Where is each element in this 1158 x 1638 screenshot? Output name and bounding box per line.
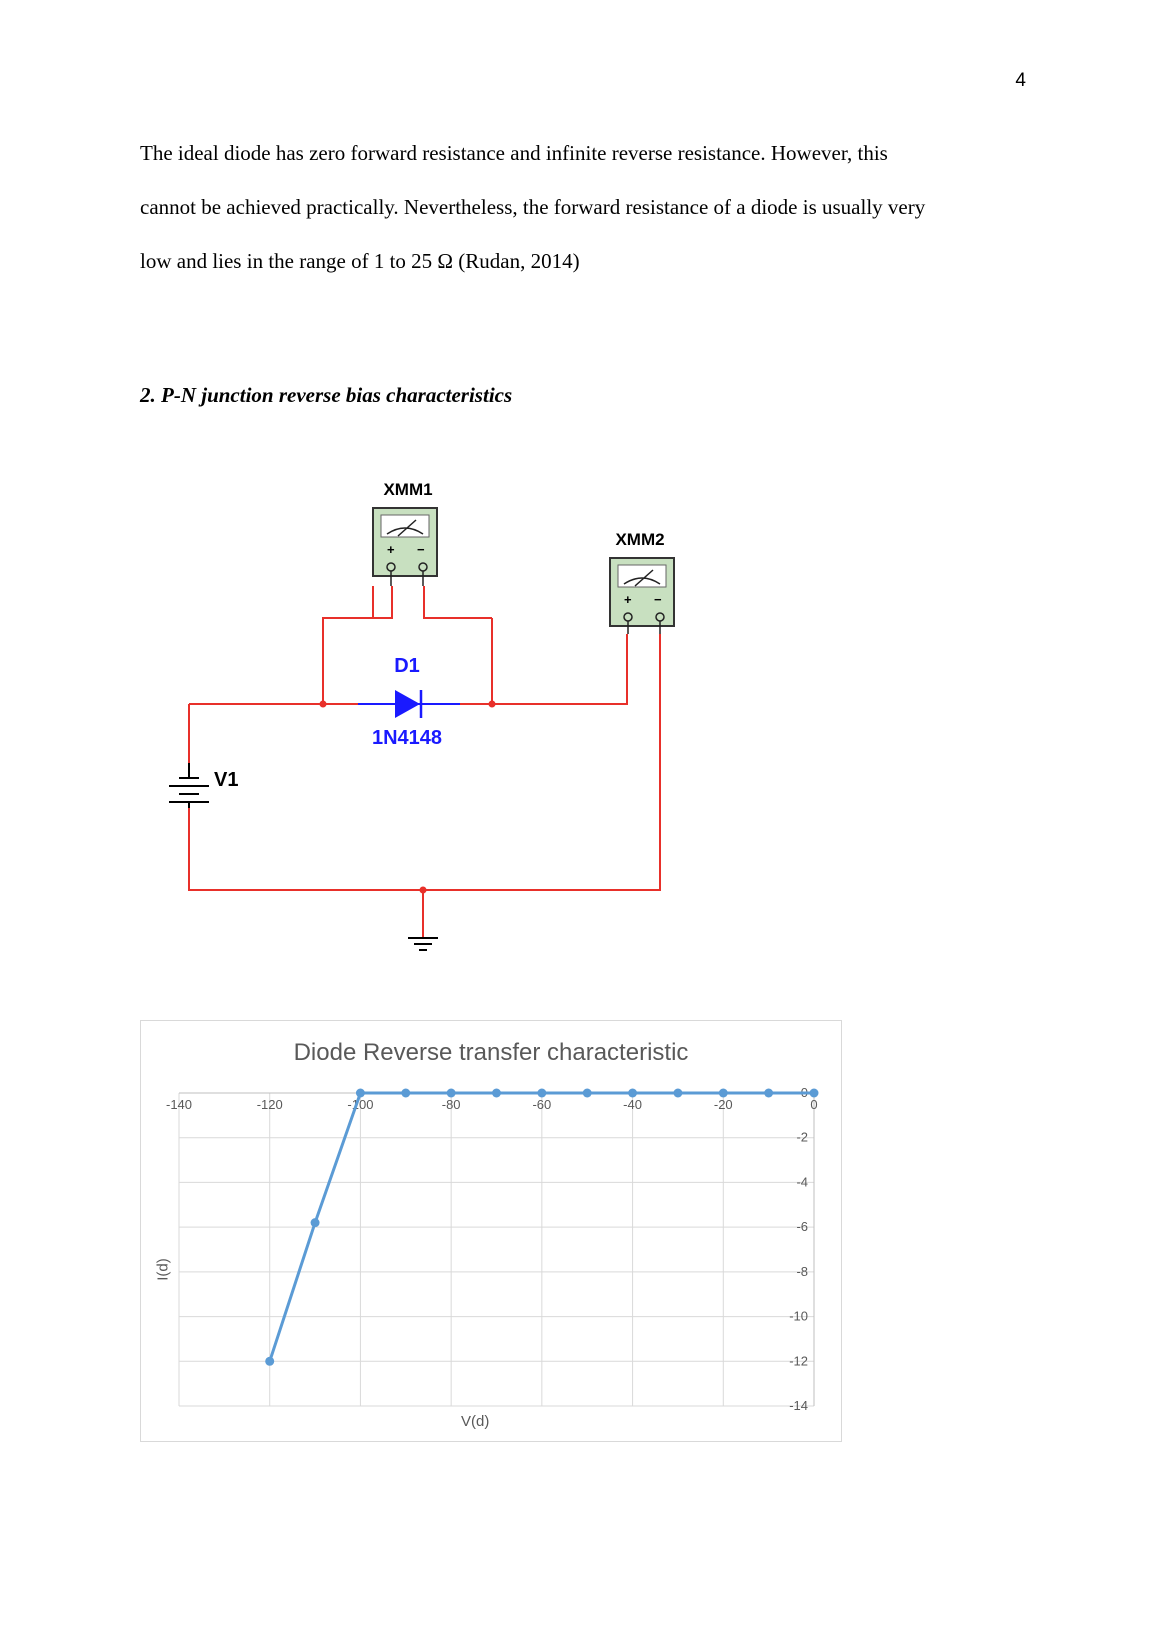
svg-text:−: − bbox=[417, 542, 425, 557]
svg-text:−: − bbox=[654, 592, 662, 607]
junction-dot bbox=[489, 701, 496, 708]
x-tick-label: -80 bbox=[441, 1097, 461, 1112]
svg-text:+: + bbox=[624, 592, 632, 607]
source-ref-label: V1 bbox=[214, 769, 239, 791]
ground-icon bbox=[408, 938, 438, 950]
data-point bbox=[628, 1089, 637, 1098]
junction-dot bbox=[320, 701, 327, 708]
data-point bbox=[583, 1089, 592, 1098]
reverse-characteristic-chart bbox=[140, 1020, 842, 1442]
battery-icon bbox=[169, 763, 209, 808]
data-point bbox=[764, 1089, 773, 1098]
xmm1-label: XMM1 bbox=[383, 480, 433, 499]
diode-ref-label: D1 bbox=[394, 655, 420, 677]
multimeter-xmm2-icon bbox=[610, 558, 674, 634]
data-point bbox=[447, 1089, 456, 1098]
x-tick-label: -20 bbox=[713, 1097, 733, 1112]
x-tick-label: 0 bbox=[810, 1097, 818, 1112]
svg-text:+: + bbox=[387, 542, 395, 557]
chart-title: Diode Reverse transfer characteristic bbox=[293, 1039, 689, 1066]
multimeter-xmm1-icon bbox=[373, 508, 437, 586]
x-tick-label: -40 bbox=[623, 1097, 642, 1112]
paragraph-line-2: cannot be achieved practically. Nevertheless, the forward resistance of a diode is usually very bbox=[140, 195, 926, 219]
data-point bbox=[492, 1089, 501, 1098]
page-number: 4 bbox=[1015, 70, 1026, 91]
y-tick-label: -8 bbox=[796, 1263, 808, 1279]
y-tick-label: -10 bbox=[789, 1308, 808, 1324]
y-tick-label: -2 bbox=[796, 1129, 808, 1145]
circuit-diagram bbox=[140, 468, 700, 968]
x-axis-label: V(d) bbox=[461, 1413, 490, 1430]
circuit-wires bbox=[189, 586, 660, 938]
data-point bbox=[810, 1089, 819, 1098]
y-axis-label: I(d) bbox=[154, 1258, 172, 1281]
x-tick-label: -120 bbox=[256, 1097, 283, 1112]
data-point bbox=[401, 1089, 410, 1098]
y-tick-label: -4 bbox=[796, 1174, 808, 1190]
data-point bbox=[537, 1089, 546, 1098]
junction-dot bbox=[420, 887, 427, 894]
chart-plot-area bbox=[141, 1021, 841, 1441]
data-point bbox=[265, 1357, 274, 1366]
y-tick-label: 0 bbox=[800, 1085, 808, 1100]
diode-model-label: 1N4148 bbox=[371, 727, 443, 749]
xmm2-label: XMM2 bbox=[615, 530, 665, 549]
data-point bbox=[311, 1218, 320, 1227]
x-tick-label: -100 bbox=[347, 1097, 374, 1112]
paragraph-line-1: The ideal diode has zero forward resistance and infinite reverse resistance. However, this bbox=[140, 141, 888, 165]
diode-icon bbox=[358, 690, 460, 718]
data-point bbox=[356, 1089, 365, 1098]
data-point bbox=[673, 1089, 682, 1098]
paragraph-line-3: low and lies in the range of 1 to 25 Ω (Rudan, 2014) bbox=[140, 249, 580, 273]
x-tick-label: -140 bbox=[165, 1097, 193, 1112]
y-tick-label: -6 bbox=[796, 1219, 808, 1235]
data-point bbox=[719, 1089, 728, 1098]
section-heading: 2. P-N junction reverse bias characteristics bbox=[140, 383, 513, 407]
x-tick-label: -60 bbox=[532, 1097, 552, 1112]
y-tick-label: -12 bbox=[789, 1353, 808, 1369]
y-tick-label: -14 bbox=[789, 1398, 808, 1413]
